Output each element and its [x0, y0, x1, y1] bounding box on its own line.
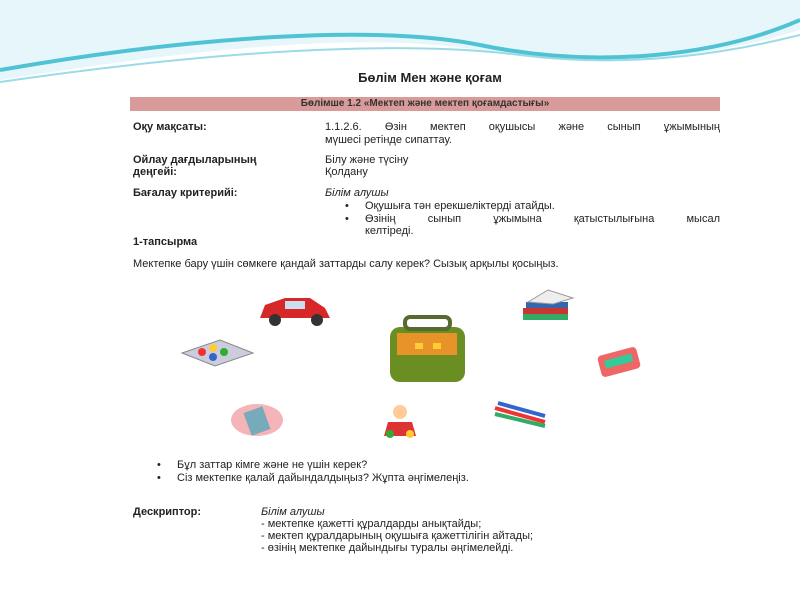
toy-clown-image [380, 402, 420, 440]
thinking-level-1: Білу және түсіну [325, 154, 409, 166]
goal-line-1: 1.1.2.6. Өзін мектеп оқушысы және сынып ұжымының [325, 121, 720, 133]
pencils-image [490, 400, 550, 430]
question-1: • Бұл заттар кімге және не үшін керек? [177, 459, 367, 472]
question-2: • Сіз мектепке қалай дайындалдыңыз? Жұпта әңгімелеңіз. [177, 472, 469, 485]
descriptor-item-3: - өзінің мектепке дайындығы туралы әңгімелейді. [261, 542, 514, 554]
criteria-item-1: • Оқушыға тән ерекшеліктерді атайды. [365, 200, 555, 213]
descriptor-item-2: - мектеп құралдарының оқушыға қажеттілігін айтады; [261, 530, 534, 542]
criteria-item-2-cont: келтіреді. [365, 225, 414, 237]
paints-image [180, 338, 255, 368]
criteria-item-2: • Өзінің сынып ұжымына қатыстылығына мысал [365, 213, 720, 226]
subsection-bar [130, 97, 720, 111]
decorative-wave [0, 0, 800, 100]
toy-car-image [255, 290, 335, 330]
task-label: 1-тапсырма [133, 236, 198, 248]
criteria-intro: Білім алушы [325, 187, 389, 199]
thinking-level-2: Қолдану [325, 166, 368, 178]
thinking-label-1: Ойлау дағдыларының [133, 154, 257, 166]
goal-line-2: мүшесі ретінде сипаттау. [325, 134, 452, 146]
books-image [518, 288, 578, 323]
descriptor-intro: Білім алушы [261, 506, 325, 518]
notebook-image [230, 403, 285, 438]
pencil-case-image [597, 343, 642, 378]
task-question: Мектепке бару үшін сөмкеге қандай заттарды салу керек? Сызық арқылы қосыңыз. [133, 258, 559, 270]
descriptor-item-1: - мектепке қажетті құралдарды анықтайды; [261, 518, 482, 530]
criteria-label: Бағалау критерийі: [133, 187, 238, 199]
section-title: Бөлім Мен және қоғам [358, 70, 502, 85]
school-bag-image [385, 315, 470, 385]
descriptor-label: Дескриптор: [133, 506, 202, 518]
thinking-label-2: деңгейі: [133, 166, 177, 178]
goal-label: Оқу мақсаты: [133, 121, 207, 133]
subsection-title: Бөлімше 1.2 «Мектеп және мектеп қоғамдастығы» [300, 98, 550, 109]
